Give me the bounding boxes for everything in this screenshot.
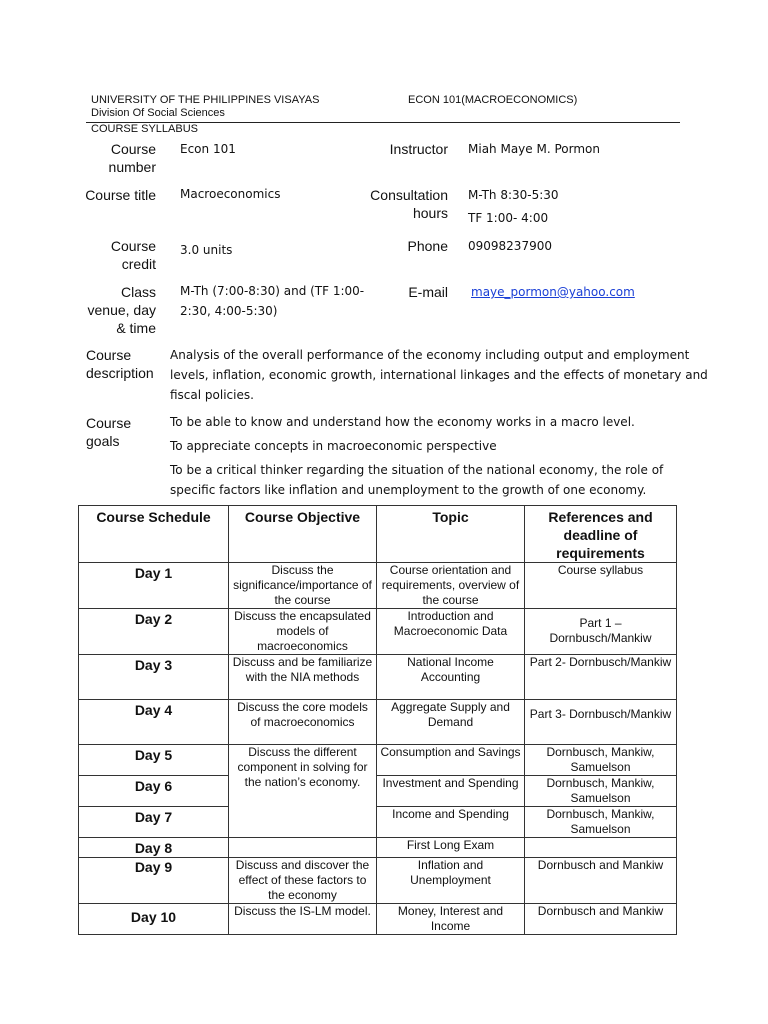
reference-cell: Dornbusch and Mankiw <box>525 904 677 935</box>
header-topic: Topic <box>377 506 525 563</box>
reference-cell: Dornbusch and Mankiw <box>525 858 677 904</box>
class-venue-value: M-Th (7:00-8:30) and (TF 1:00- 2:30, 4:00-5:30) <box>180 284 365 318</box>
university-name: UNIVERSITY OF THE PHILIPPINES VISAYAS <box>91 94 320 106</box>
day-cell: Day 1 <box>79 563 229 609</box>
division-name: Division Of Social Sciences <box>91 107 225 119</box>
objective-cell: Discuss and be familiarize with the NIA methods <box>229 655 377 700</box>
goal-item: To be able to know and understand how the economy works in a macro level. <box>170 415 635 429</box>
course-description-text: Analysis of the overall performance of the economy including output and employment levels, inflation, economic growth, international linkages and the effects of monetary and fiscal policies. <box>170 348 708 402</box>
topic-cell: Income and Spending <box>377 807 525 838</box>
class-venue-label: Class venue, day & time <box>87 284 156 336</box>
objective-cell: Discuss and discover the effect of these factors to the economy <box>229 858 377 904</box>
phone-label: Phone <box>407 238 448 254</box>
phone-value: 09098237900 <box>468 239 552 253</box>
reference-cell: Part 3- Dornbusch/Mankiw <box>525 700 677 745</box>
objective-cell: Discuss the core models of macroeconomics <box>229 700 377 745</box>
instructor-label: Instructor <box>389 141 448 157</box>
topic-cell: Investment and Spending <box>377 776 525 807</box>
objective-cell: Discuss the different component in solving for the nation’s economy. <box>229 745 377 838</box>
objective-cell: Discuss the significance/importance of the course <box>229 563 377 609</box>
reference-cell: Dornbusch, Mankiw, Samuelson <box>525 745 677 776</box>
topic-cell: National Income Accounting <box>377 655 525 700</box>
day-cell: Day 4 <box>79 700 229 745</box>
objective-cell <box>229 838 377 858</box>
goal-item: To appreciate concepts in macroeconomic perspective <box>170 439 497 453</box>
course-schedule-table <box>78 505 677 935</box>
course-code: ECON 101(MACROECONOMICS) <box>408 94 578 106</box>
day-cell: Day 10 <box>79 904 229 935</box>
header-references: References and deadline of requirements <box>525 506 677 563</box>
day-cell: Day 2 <box>79 609 229 655</box>
course-goals-list <box>170 412 710 500</box>
topic-cell: Course orientation and requirements, overview of the course <box>377 563 525 609</box>
reference-cell: Part 1 – Dornbusch/Mankiw <box>525 609 677 655</box>
objective-cell: Discuss the encapsulated models of macroeconomics <box>229 609 377 655</box>
topic-cell: Inflation and Unemployment <box>377 858 525 904</box>
day-cell: Day 3 <box>79 655 229 700</box>
document-type: COURSE SYLLABUS <box>91 123 198 135</box>
reference-cell: Part 2- Dornbusch/Mankiw <box>525 655 677 700</box>
table-header-row <box>79 506 677 563</box>
course-number-label: Course number <box>108 141 156 175</box>
course-title-label: Course title <box>85 187 156 203</box>
header-course-objective: Course Objective <box>229 506 377 563</box>
reference-cell: Course syllabus <box>525 563 677 609</box>
course-number-value: Econ 101 <box>180 142 236 156</box>
table-row <box>79 745 677 776</box>
day-cell: Day 7 <box>79 807 229 838</box>
table-row <box>79 609 677 655</box>
instructor-value: Miah Maye M. Pormon <box>468 142 600 156</box>
table-row <box>79 838 677 858</box>
table-row <box>79 563 677 609</box>
course-title-value: Macroeconomics <box>180 187 281 201</box>
email-label: E-mail <box>408 284 448 300</box>
header-course-schedule: Course Schedule <box>79 506 229 563</box>
day-cell: Day 5 <box>79 745 229 776</box>
reference-cell <box>525 838 677 858</box>
reference-cell: Dornbusch, Mankiw, Samuelson <box>525 776 677 807</box>
table-row <box>79 776 677 807</box>
table-row <box>79 807 677 838</box>
topic-cell: Aggregate Supply and Demand <box>377 700 525 745</box>
course-credit-label: Course credit <box>110 238 156 272</box>
topic-cell: Money, Interest and Income <box>377 904 525 935</box>
topic-cell: Consumption and Savings <box>377 745 525 776</box>
goal-item: To be a critical thinker regarding the situation of the national economy, the role of specific factors like inflation and unemployment to the growth of one economy. <box>170 463 664 497</box>
email-value[interactable] <box>471 282 635 302</box>
objective-cell: Discuss the IS-LM model. <box>229 904 377 935</box>
table-row <box>79 858 677 904</box>
day-cell: Day 6 <box>79 776 229 807</box>
course-description-label: Course description <box>86 347 154 381</box>
day-cell: Day 9 <box>79 858 229 904</box>
email-link[interactable]: maye_pormon@yahoo.com <box>471 285 635 299</box>
topic-cell: Introduction and Macroeconomic Data <box>377 609 525 655</box>
reference-cell: Dornbusch, Mankiw, Samuelson <box>525 807 677 838</box>
consultation-label: Consultation hours <box>370 187 448 221</box>
table-row <box>79 904 677 935</box>
table-row <box>79 700 677 745</box>
day-cell: Day 8 <box>79 838 229 858</box>
table-row <box>79 655 677 700</box>
consultation-value: M-Th 8:30-5:30 TF 1:00- 4:00 <box>468 188 559 225</box>
course-credit-value: 3.0 units <box>180 243 233 257</box>
topic-cell: First Long Exam <box>377 838 525 858</box>
course-goals-label: Course goals <box>86 415 132 449</box>
